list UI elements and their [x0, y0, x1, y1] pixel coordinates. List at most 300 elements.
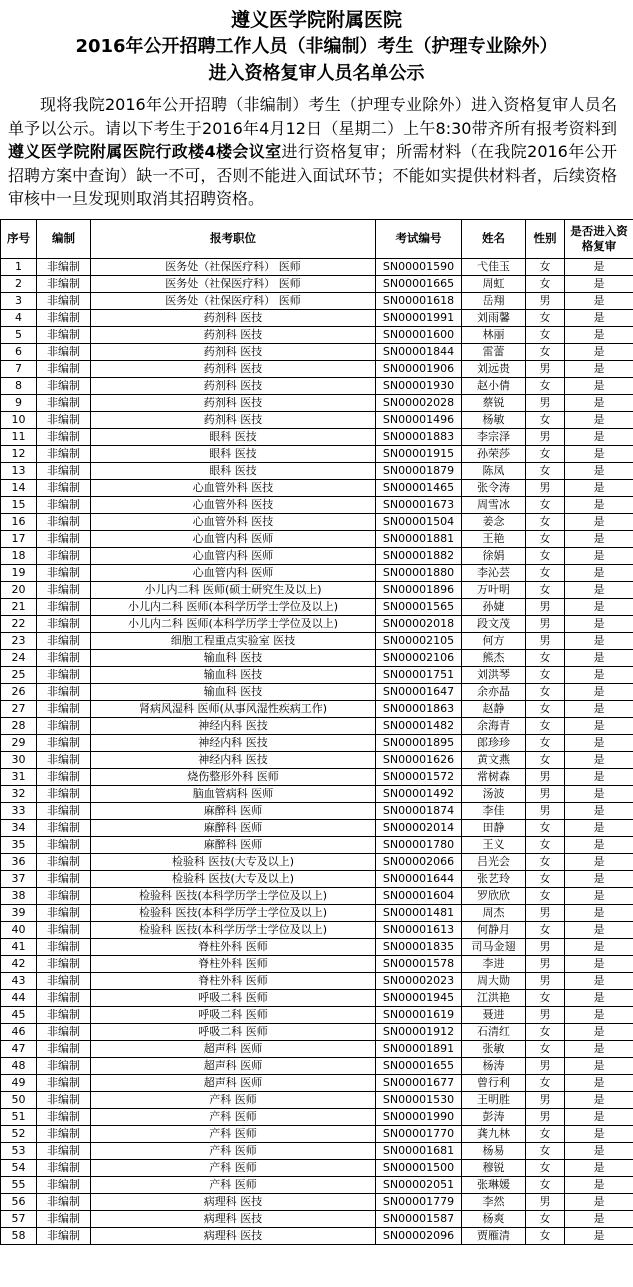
table-row	[1, 649, 633, 666]
row-review: 是	[565, 1142, 633, 1159]
row-staffing: 非编制	[37, 1159, 91, 1176]
table-row	[1, 785, 633, 802]
row-exam-number: SN00001879	[376, 462, 462, 479]
row-seq: 44	[1, 989, 37, 1006]
row-position: 麻醉科 医师	[91, 802, 376, 819]
row-gender: 女	[526, 411, 565, 428]
row-name: 周虹	[462, 275, 526, 292]
row-exam-number: SN00002028	[376, 394, 462, 411]
row-gender: 男	[526, 802, 565, 819]
row-staffing: 非编制	[37, 836, 91, 853]
row-staffing: 非编制	[37, 666, 91, 683]
row-exam-number: SN00002014	[376, 819, 462, 836]
table-row	[1, 887, 633, 904]
row-exam-number: SN00001891	[376, 1040, 462, 1057]
row-name: 陈凤	[462, 462, 526, 479]
table-row	[1, 479, 633, 496]
row-staffing: 非编制	[37, 955, 91, 972]
row-seq: 51	[1, 1108, 37, 1125]
row-staffing: 非编制	[37, 513, 91, 530]
row-review: 是	[565, 1023, 633, 1040]
row-staffing: 非编制	[37, 649, 91, 666]
row-review: 是	[565, 1040, 633, 1057]
row-exam-number: SN00001895	[376, 734, 462, 751]
header-gender: 性别	[526, 219, 565, 258]
row-staffing: 非编制	[37, 683, 91, 700]
row-review: 是	[565, 819, 633, 836]
row-staffing: 非编制	[37, 547, 91, 564]
table-row	[1, 853, 633, 870]
row-review: 是	[565, 411, 633, 428]
row-exam-number: SN00001619	[376, 1006, 462, 1023]
table-row	[1, 1040, 633, 1057]
row-exam-number: SN00001655	[376, 1057, 462, 1074]
table-row	[1, 1227, 633, 1244]
row-exam-number: SN00002105	[376, 632, 462, 649]
row-review: 是	[565, 989, 633, 1006]
row-review: 是	[565, 1108, 633, 1125]
row-position: 呼吸二科 医师	[91, 1006, 376, 1023]
row-staffing: 非编制	[37, 972, 91, 989]
row-position: 烧伤整形外科 医师	[91, 768, 376, 785]
row-position: 产科 医师	[91, 1108, 376, 1125]
row-name: 弋佳玉	[462, 258, 526, 275]
row-staffing: 非编制	[37, 428, 91, 445]
table-row	[1, 972, 633, 989]
table-row	[1, 1193, 633, 1210]
row-gender: 男	[526, 785, 565, 802]
row-staffing: 非编制	[37, 411, 91, 428]
header-name: 姓名	[462, 219, 526, 258]
row-name: 江洪艳	[462, 989, 526, 1006]
row-gender: 女	[526, 496, 565, 513]
row-position: 心血管外科 医技	[91, 513, 376, 530]
table-row	[1, 411, 633, 428]
header-staffing: 编制	[37, 219, 91, 258]
table-row	[1, 819, 633, 836]
row-position: 产科 医师	[91, 1176, 376, 1193]
row-exam-number: SN00001572	[376, 768, 462, 785]
row-exam-number: SN00001780	[376, 836, 462, 853]
row-seq: 35	[1, 836, 37, 853]
table-row	[1, 530, 633, 547]
row-position: 检验科 医技(本科学历学士学位及以上)	[91, 887, 376, 904]
row-seq: 28	[1, 717, 37, 734]
row-review: 是	[565, 666, 633, 683]
row-staffing: 非编制	[37, 870, 91, 887]
row-gender: 女	[526, 343, 565, 360]
row-exam-number: SN00001945	[376, 989, 462, 1006]
row-name: 林丽	[462, 326, 526, 343]
row-staffing: 非编制	[37, 1006, 91, 1023]
row-position: 小儿内二科 医师(本科学历学士学位及以上)	[91, 615, 376, 632]
row-position: 医务处（社保医疗科） 医师	[91, 275, 376, 292]
row-seq: 6	[1, 343, 37, 360]
row-gender: 女	[526, 309, 565, 326]
row-gender: 男	[526, 1108, 565, 1125]
table-row	[1, 1091, 633, 1108]
row-gender: 女	[526, 1227, 565, 1244]
notice-text-2: 进行资格复审；所需材料（在我院2016年公开招聘方案中查询）缺一不可，否则不能进入面试环节；不能如实提供材料者，后续资格审核中一旦发现则取消其招聘资格。	[8, 142, 617, 208]
row-name: 段文茂	[462, 615, 526, 632]
row-staffing: 非编制	[37, 819, 91, 836]
row-seq: 42	[1, 955, 37, 972]
row-staffing: 非编制	[37, 360, 91, 377]
row-review: 是	[565, 972, 633, 989]
row-staffing: 非编制	[37, 1176, 91, 1193]
row-gender: 女	[526, 887, 565, 904]
row-seq: 17	[1, 530, 37, 547]
row-gender: 女	[526, 819, 565, 836]
row-staffing: 非编制	[37, 479, 91, 496]
row-name: 雷蕾	[462, 343, 526, 360]
row-gender: 女	[526, 326, 565, 343]
row-position: 麻醉科 医师	[91, 819, 376, 836]
table-row	[1, 1142, 633, 1159]
row-exam-number: SN00001681	[376, 1142, 462, 1159]
row-review: 是	[565, 768, 633, 785]
row-staffing: 非编制	[37, 717, 91, 734]
table-row	[1, 989, 633, 1006]
row-position: 呼吸二科 医师	[91, 1023, 376, 1040]
row-gender: 男	[526, 1006, 565, 1023]
row-seq: 13	[1, 462, 37, 479]
row-gender: 女	[526, 1142, 565, 1159]
row-gender: 女	[526, 513, 565, 530]
row-gender: 女	[526, 1159, 565, 1176]
row-position: 麻醉科 医师	[91, 836, 376, 853]
row-position: 脑血管病科 医师	[91, 785, 376, 802]
row-gender: 女	[526, 275, 565, 292]
row-name: 曾行利	[462, 1074, 526, 1091]
table-row	[1, 921, 633, 938]
row-staffing: 非编制	[37, 802, 91, 819]
row-staffing: 非编制	[37, 751, 91, 768]
row-position: 眼科 医技	[91, 462, 376, 479]
row-seq: 27	[1, 700, 37, 717]
row-review: 是	[565, 377, 633, 394]
table-row	[1, 1176, 633, 1193]
row-exam-number: SN00001915	[376, 445, 462, 462]
page-title: 遵义医学院附属医院	[230, 9, 402, 31]
row-review: 是	[565, 1006, 633, 1023]
row-gender: 女	[526, 1040, 565, 1057]
row-exam-number: SN00001500	[376, 1159, 462, 1176]
row-staffing: 非编制	[37, 394, 91, 411]
row-review: 是	[565, 1057, 633, 1074]
row-name: 万叶明	[462, 581, 526, 598]
row-seq: 22	[1, 615, 37, 632]
row-gender: 男	[526, 615, 565, 632]
row-staffing: 非编制	[37, 734, 91, 751]
table-row	[1, 836, 633, 853]
row-review: 是	[565, 700, 633, 717]
row-review: 是	[565, 1159, 633, 1176]
row-review: 是	[565, 649, 633, 666]
row-gender: 女	[526, 530, 565, 547]
table-row	[1, 598, 633, 615]
row-gender: 女	[526, 700, 565, 717]
row-staffing: 非编制	[37, 1142, 91, 1159]
table-row	[1, 496, 633, 513]
row-gender: 女	[526, 751, 565, 768]
table-row	[1, 428, 633, 445]
row-exam-number: SN00001874	[376, 802, 462, 819]
row-gender: 女	[526, 1210, 565, 1227]
row-name: 蔡锐	[462, 394, 526, 411]
row-review: 是	[565, 853, 633, 870]
row-seq: 15	[1, 496, 37, 513]
row-staffing: 非编制	[37, 581, 91, 598]
row-exam-number: SN00002018	[376, 615, 462, 632]
page-subtitle: 2016年公开招聘工作人员（非编制）考生（护理专业除外）	[75, 36, 558, 57]
row-staffing: 非编制	[37, 921, 91, 938]
table-header-row	[1, 219, 633, 258]
row-name: 罗欣欣	[462, 887, 526, 904]
table-row	[1, 547, 633, 564]
row-name: 杨爽	[462, 1210, 526, 1227]
table-row	[1, 1125, 633, 1142]
row-position: 药剂科 医技	[91, 394, 376, 411]
row-seq: 16	[1, 513, 37, 530]
row-gender: 女	[526, 1023, 565, 1040]
row-review: 是	[565, 394, 633, 411]
header-exam-number: 考试编号	[376, 219, 462, 258]
row-gender: 男	[526, 904, 565, 921]
row-seq: 26	[1, 683, 37, 700]
table-row	[1, 275, 633, 292]
table-row	[1, 751, 633, 768]
table-row	[1, 309, 633, 326]
row-seq: 19	[1, 564, 37, 581]
row-exam-number: SN00002106	[376, 649, 462, 666]
row-exam-number: SN00001883	[376, 428, 462, 445]
row-review: 是	[565, 326, 633, 343]
table-row	[1, 394, 633, 411]
row-name: 李佳	[462, 802, 526, 819]
row-seq: 4	[1, 309, 37, 326]
row-position: 细胞工程重点实验室 医技	[91, 632, 376, 649]
row-position: 心血管内科 医师	[91, 564, 376, 581]
row-exam-number: SN00001896	[376, 581, 462, 598]
row-review: 是	[565, 343, 633, 360]
row-staffing: 非编制	[37, 785, 91, 802]
row-seq: 55	[1, 1176, 37, 1193]
row-review: 是	[565, 632, 633, 649]
row-name: 张敏	[462, 1040, 526, 1057]
table-row	[1, 377, 633, 394]
row-position: 超声科 医师	[91, 1057, 376, 1074]
row-gender: 女	[526, 462, 565, 479]
row-exam-number: SN00001906	[376, 360, 462, 377]
row-position: 药剂科 医技	[91, 377, 376, 394]
row-review: 是	[565, 785, 633, 802]
row-exam-number: SN00001881	[376, 530, 462, 547]
row-seq: 25	[1, 666, 37, 683]
row-name: 杨易	[462, 1142, 526, 1159]
row-seq: 48	[1, 1057, 37, 1074]
row-review: 是	[565, 445, 633, 462]
row-position: 超声科 医师	[91, 1074, 376, 1091]
row-exam-number: SN00001578	[376, 955, 462, 972]
table-row	[1, 955, 633, 972]
row-review: 是	[565, 751, 633, 768]
row-name: 赵小倩	[462, 377, 526, 394]
row-position: 神经内科 医技	[91, 717, 376, 734]
row-gender: 男	[526, 1193, 565, 1210]
row-name: 汤波	[462, 785, 526, 802]
row-gender: 女	[526, 564, 565, 581]
table-row	[1, 513, 633, 530]
row-review: 是	[565, 904, 633, 921]
row-exam-number: SN00001844	[376, 343, 462, 360]
table-row	[1, 564, 633, 581]
table-row	[1, 717, 633, 734]
row-gender: 男	[526, 360, 565, 377]
row-staffing: 非编制	[37, 275, 91, 292]
row-name: 孙婕	[462, 598, 526, 615]
row-seq: 43	[1, 972, 37, 989]
row-review: 是	[565, 1125, 633, 1142]
row-exam-number: SN00001604	[376, 887, 462, 904]
table-row	[1, 632, 633, 649]
row-name: 周雪冰	[462, 496, 526, 513]
row-review: 是	[565, 547, 633, 564]
row-staffing: 非编制	[37, 309, 91, 326]
row-position: 心血管内科 医师	[91, 547, 376, 564]
table-body	[1, 258, 633, 1244]
row-name: 穆锐	[462, 1159, 526, 1176]
row-position: 呼吸二科 医师	[91, 989, 376, 1006]
row-position: 医务处（社保医疗科） 医师	[91, 258, 376, 275]
row-review: 是	[565, 1227, 633, 1244]
row-position: 检验科 医技(大专及以上)	[91, 853, 376, 870]
row-exam-number: SN00002066	[376, 853, 462, 870]
row-seq: 7	[1, 360, 37, 377]
row-review: 是	[565, 428, 633, 445]
row-seq: 40	[1, 921, 37, 938]
row-staffing: 非编制	[37, 292, 91, 309]
row-name: 熊杰	[462, 649, 526, 666]
row-position: 心血管内科 医师	[91, 530, 376, 547]
table-row	[1, 581, 633, 598]
row-seq: 11	[1, 428, 37, 445]
row-review: 是	[565, 564, 633, 581]
row-name: 孙荣莎	[462, 445, 526, 462]
row-review: 是	[565, 1074, 633, 1091]
row-review: 是	[565, 496, 633, 513]
row-name: 张艺玲	[462, 870, 526, 887]
row-staffing: 非编制	[37, 938, 91, 955]
row-gender: 女	[526, 649, 565, 666]
row-staffing: 非编制	[37, 445, 91, 462]
row-position: 输血科 医技	[91, 683, 376, 700]
row-staffing: 非编制	[37, 853, 91, 870]
notice-paragraph	[0, 87, 621, 211]
row-staffing: 非编制	[37, 1023, 91, 1040]
table-row	[1, 615, 633, 632]
row-name: 李宗泽	[462, 428, 526, 445]
row-name: 石清红	[462, 1023, 526, 1040]
row-name: 杨敏	[462, 411, 526, 428]
row-seq: 34	[1, 819, 37, 836]
row-gender: 女	[526, 377, 565, 394]
row-name: 黄文燕	[462, 751, 526, 768]
row-review: 是	[565, 921, 633, 938]
row-seq: 9	[1, 394, 37, 411]
row-review: 是	[565, 836, 633, 853]
row-review: 是	[565, 1193, 633, 1210]
table-row	[1, 1023, 633, 1040]
row-staffing: 非编制	[37, 377, 91, 394]
header-position: 报考职位	[91, 219, 376, 258]
row-gender: 女	[526, 445, 565, 462]
table-row	[1, 326, 633, 343]
row-gender: 女	[526, 581, 565, 598]
row-exam-number: SN00001492	[376, 785, 462, 802]
row-review: 是	[565, 717, 633, 734]
row-position: 心血管外科 医技	[91, 496, 376, 513]
row-staffing: 非编制	[37, 1091, 91, 1108]
table-row	[1, 1108, 633, 1125]
row-position: 产科 医师	[91, 1159, 376, 1176]
row-gender: 女	[526, 989, 565, 1006]
row-seq: 53	[1, 1142, 37, 1159]
row-seq: 36	[1, 853, 37, 870]
row-exam-number: SN00001530	[376, 1091, 462, 1108]
row-review: 是	[565, 513, 633, 530]
row-exam-number: SN00001465	[376, 479, 462, 496]
row-gender: 女	[526, 717, 565, 734]
row-seq: 32	[1, 785, 37, 802]
row-position: 小儿内二科 医师(硕士研究生及以上)	[91, 581, 376, 598]
row-name: 王明胜	[462, 1091, 526, 1108]
row-staffing: 非编制	[37, 343, 91, 360]
row-exam-number: SN00001677	[376, 1074, 462, 1091]
row-exam-number: SN00001626	[376, 751, 462, 768]
table-row	[1, 802, 633, 819]
row-position: 检验科 医技(本科学历学士学位及以上)	[91, 904, 376, 921]
page-subtitle-2: 进入资格复审人员名单公示	[208, 63, 425, 84]
row-gender: 女	[526, 853, 565, 870]
row-position: 超声科 医师	[91, 1040, 376, 1057]
row-position: 脊柱外科 医师	[91, 938, 376, 955]
table-row	[1, 343, 633, 360]
row-position: 检验科 医技(本科学历学士学位及以上)	[91, 921, 376, 938]
row-gender: 女	[526, 683, 565, 700]
row-position: 检验科 医技(大专及以上)	[91, 870, 376, 887]
row-position: 药剂科 医技	[91, 343, 376, 360]
row-seq: 21	[1, 598, 37, 615]
row-seq: 41	[1, 938, 37, 955]
row-exam-number: SN00001779	[376, 1193, 462, 1210]
table-row	[1, 1006, 633, 1023]
row-name: 田静	[462, 819, 526, 836]
row-seq: 57	[1, 1210, 37, 1227]
table-row	[1, 683, 633, 700]
row-seq: 47	[1, 1040, 37, 1057]
row-staffing: 非编制	[37, 904, 91, 921]
row-name: 赵静	[462, 700, 526, 717]
row-position: 小儿内二科 医师(本科学历学士学位及以上)	[91, 598, 376, 615]
row-position: 药剂科 医技	[91, 326, 376, 343]
row-position: 药剂科 医技	[91, 360, 376, 377]
row-gender: 男	[526, 394, 565, 411]
row-seq: 33	[1, 802, 37, 819]
header-seq: 序号	[1, 219, 37, 258]
row-name: 刘洪琴	[462, 666, 526, 683]
row-review: 是	[565, 802, 633, 819]
